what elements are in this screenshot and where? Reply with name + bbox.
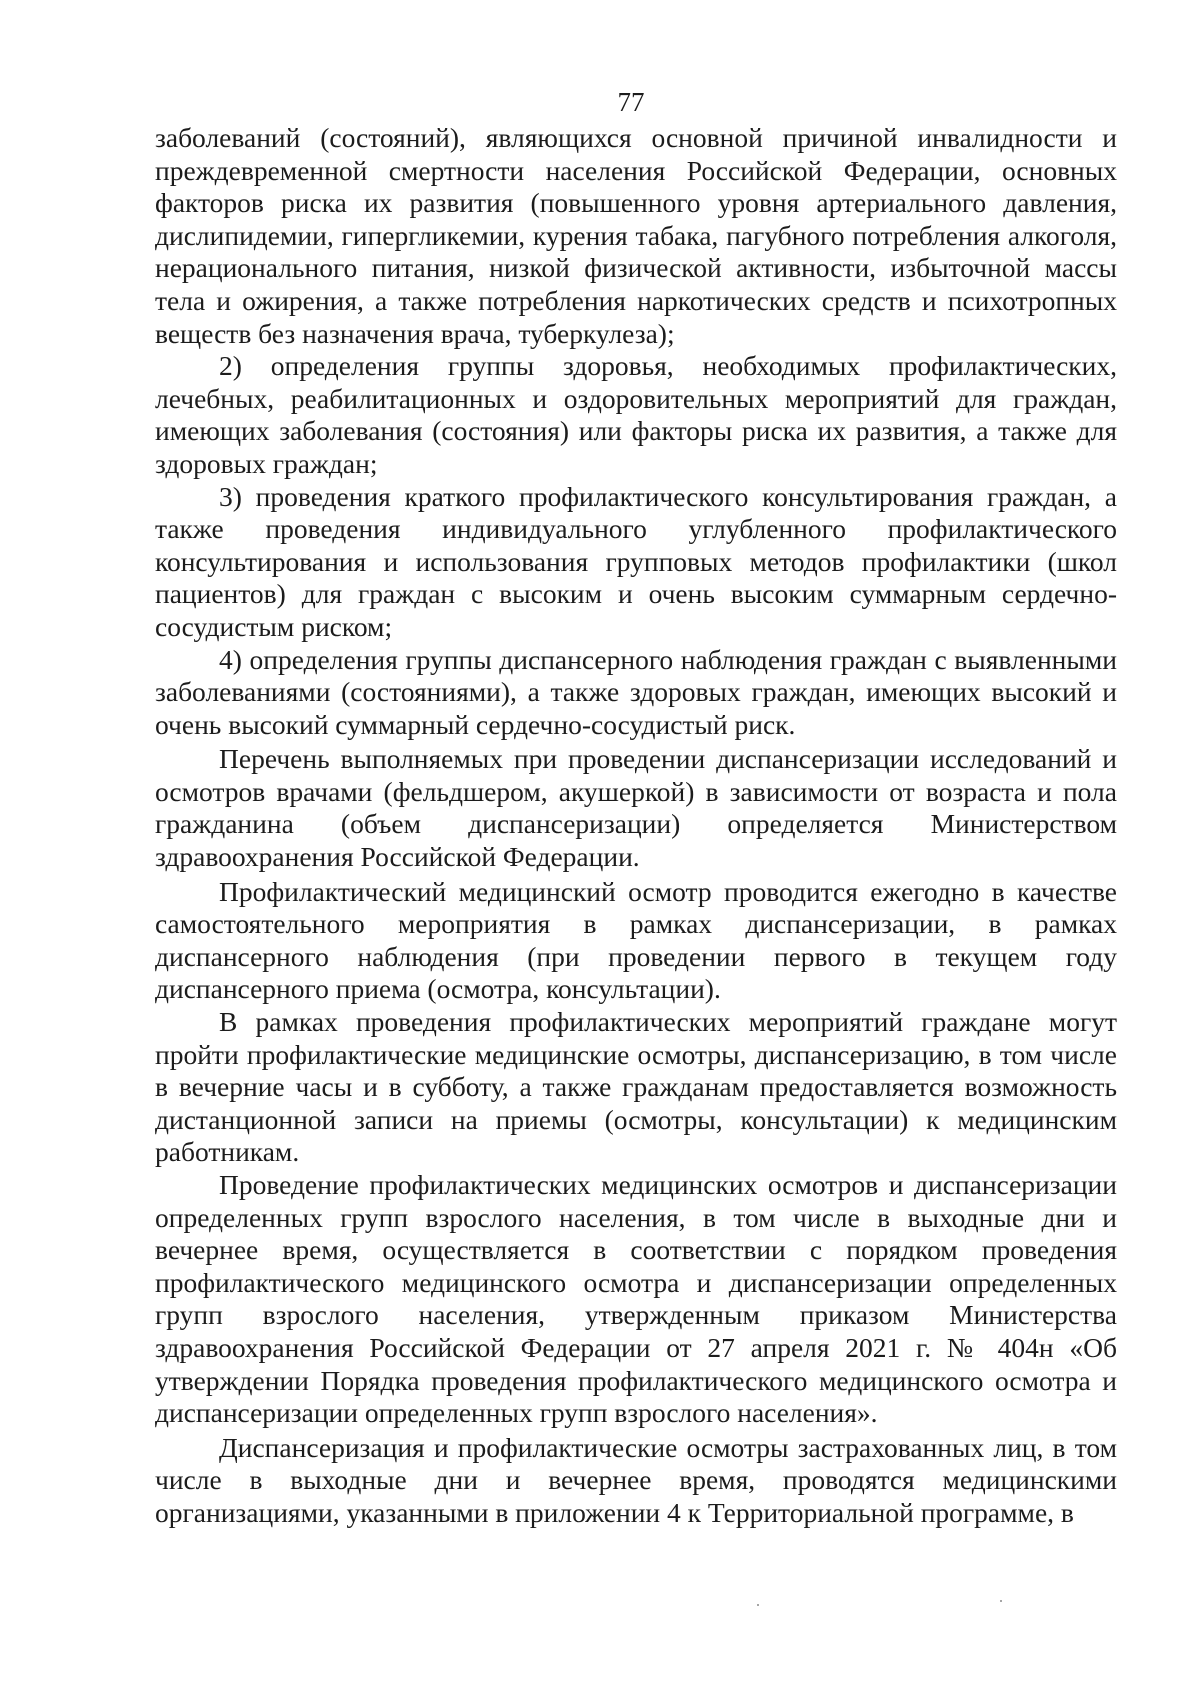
document-body: [155, 122, 1117, 1530]
paragraph-item-2: 2) определения группы здоровья, необходимых профилактических, лечебных, реабилитационных и оздоровительных мероприятий для граждан, имеющих заболевания (состояния) или факторы риска их развития, а также для здоровых граждан;: [155, 350, 1117, 479]
paragraph-item-4: 4) определения группы диспансерного наблюдения граждан с выявленными заболеваниями (состояниями), а также здоровых граждан, имеющих высокий и очень высокий суммарный сердечно-сосудистый риск.: [155, 643, 1117, 740]
paragraph-adult-population: Проведение профилактических медицинских осмотров и диспансеризации определенных групп взрослого населения, в том числе в выходные дни и вечернее время, осуществляется в соответствии с порядком проведения профилактического медицинского осмотра и диспансеризации определенных групп взрослого населения, утвержденным приказом Министерства здравоохранения Российской Федерации от 27 апреля 2021 г. № 404н «Об утверждении Порядка проведения профилактического медицинского осмотра и диспансеризации определенных групп взрослого населения».: [155, 1169, 1117, 1429]
paragraph-preventive-measures: В рамках проведения профилактических мероприятий граждане могут пройти профилактические медицинские осмотры, диспансеризацию, в том числе в вечерние часы и в субботу, а также гражданам предоставляется возможность дистанционной записи на приемы (осмотры, консультации) к медицинским работникам.: [155, 1006, 1117, 1168]
scan-speck: [757, 1604, 759, 1606]
page-number: 77: [617, 87, 645, 117]
paragraph-examination-list: Перечень выполняемых при проведении диспансеризации исследований и осмотров врачами (фельдшером, акушеркой) в зависимости от возраста и пола гражданина (объем диспансеризации) определяется Министерством здравоохранения Российской Федерации.: [155, 743, 1117, 873]
scan-speck: [1000, 1600, 1002, 1602]
paragraph-continuation: заболеваний (состояний), являющихся основной причиной инвалидности и преждевременной смертности населения Российской Федерации, основных факторов риска их развития (повышенного уровня артериального давления, дислипидемии, гипергликемии, курения табака, пагубного потребления алкоголя, нерационального питания, низкой физической активности, избыточной массы тела и ожирения, а также потребления наркотических средств и психотропных веществ без назначения врача, туберкулеза);: [155, 122, 1117, 349]
paragraph-insured-persons: Диспансеризация и профилактические осмотры застрахованных лиц, в том числе в выходные дни и вечернее время, проводятся медицинскими организациями, указанными в приложении 4 к Территориальной программе, в: [155, 1431, 1117, 1528]
paragraph-item-3: 3) проведения краткого профилактического консультирования граждан, а также проведения индивидуального углубленного профилактического консультирования и использования групповых методов профилактики (школ пациентов) для граждан с высоким и очень высоким суммарным сердечно-сосудистым риском;: [155, 480, 1117, 642]
paragraph-preventive-exam: Профилактический медицинский осмотр проводится ежегодно в качестве самостоятельного мероприятия в рамках диспансеризации, в рамках диспансерного наблюдения (при проведении первого в текущем году диспансерного приема (осмотра, консультации).: [155, 875, 1117, 1005]
